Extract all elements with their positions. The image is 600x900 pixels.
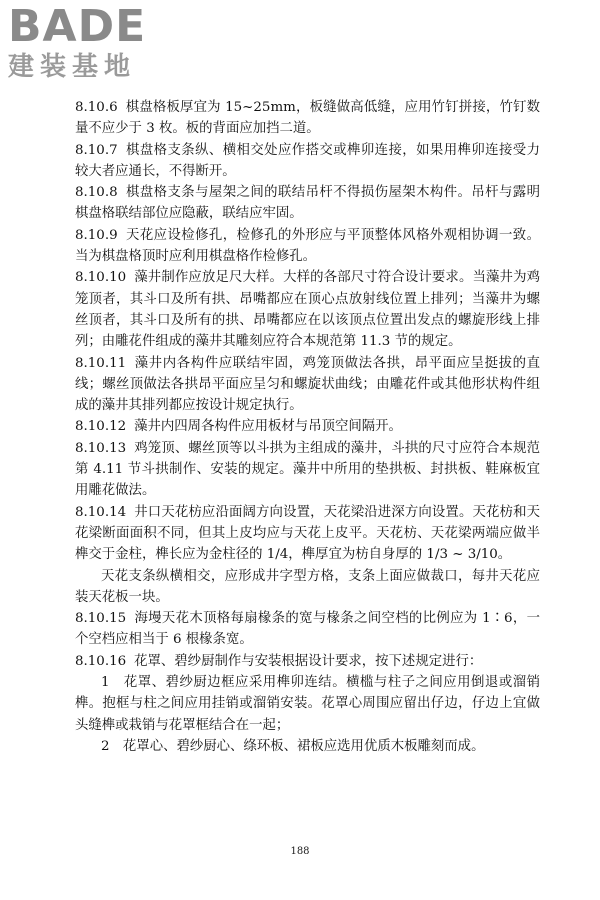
clause-text: 天花应设检修孔，检修孔的外形应与平顶整体风格外观相协调一致。当为棋盘格顶时应利用棋盘格作检修孔。 (75, 227, 540, 265)
clause-number: 8.10.11 (75, 355, 127, 371)
clause-paragraph (75, 182, 540, 225)
clause-text: 海墁天花木顶格每扇椽条的宽与椽条之间空档的比例应为 1∶6，一个空档应相当于 6 根椽条宽。 (75, 611, 540, 648)
clause-paragraph (75, 736, 540, 757)
clause-text: 花罩、碧纱厨制作与安装根据设计要求，按下述规定进行： (134, 653, 483, 669)
clause-number: 8.10.15 (75, 611, 127, 627)
clause-paragraph (75, 438, 540, 502)
page-number: 188 (290, 846, 310, 857)
clause-number: 8.10.9 (75, 227, 118, 243)
clause-number: 8.10.10 (75, 270, 127, 286)
clause-text: 棋盘格支条与屋架之间的联结吊杆不得损伤屋架木构件。吊杆与露明棋盘格联结部位应隐蔽，联结应牢固。 (75, 185, 540, 222)
clause-number: 8.10.16 (75, 653, 127, 669)
clause-text: 藻井内四周各构件应用板材与吊顶空间隔开。 (134, 419, 402, 435)
clause-paragraph (75, 97, 540, 140)
logo (8, 1, 178, 82)
clause-number: 8.10.14 (75, 504, 127, 520)
clause-text: 1 花罩、碧纱厨边框应采用榫卯连结。横槛与柱子之间应用倒退或溜销榫。抱框与柱之间应用挂销或溜销安装。花罩心周围应留出仔边，仔边上宜做头缝榫或栽销与花罩框结合在一起； (75, 675, 540, 733)
clause-number: 8.10.12 (75, 419, 127, 435)
clause-text: 井口天花枋应沿面阔方向设置，天花梁沿进深方向设置。天花枋和天花梁断面面积不同，但其上皮均应与天花上皮平。天花枋、天花梁两端应做半榫交于金柱，榫长应为金柱径的 1/4，榫厚宜为枋自身厚的 1/3 ~ 3/10。 (75, 504, 540, 563)
clause-text: 鸡笼顶、螺丝顶等以斗拱为主组成的藻井，斗拱的尺寸应符合本规范第 4.11 节斗拱制作、安装的规定。藻井中所用的垫拱板、封拱板、鞋麻板宜用雕花做法。 (75, 440, 540, 499)
clause-paragraph (75, 651, 540, 672)
clause-number: 8.10.7 (75, 142, 118, 158)
clause-text: 天花支条纵横相交，应形成井字型方格，支条上面应做裁口，每井天花应装天花板一块。 (75, 568, 540, 605)
clause-paragraph (75, 353, 540, 417)
document-body (75, 97, 540, 757)
clause-text: 藻井制作应放足尺大样。大样的各部尺寸符合设计要求。当藻井为鸡笼顶者，其斗口及所有拱、昂嘴都应在顶心点放射线位置上排列；当藻井为螺丝顶者，其斗口及所有的拱、昂嘴都应在以该顶点位置出发点的螺旋形线上排列；由雕花件组成的藻井其雕刻应符合本规范第 11.3 节的规定。 (75, 270, 540, 350)
clause-text: 2 花罩心、碧纱厨心、绦环板、裙板应选用优质木板雕刻而成。 (101, 738, 485, 754)
clause-number: 8.10.13 (75, 440, 127, 456)
clause-paragraph (75, 608, 540, 651)
clause-paragraph (75, 566, 540, 609)
clause-paragraph (75, 672, 540, 736)
clause-text: 藻井内各构件应联结牢固，鸡笼顶做法各拱，昂平面应呈挺拔的直线；螺丝顶做法各拱昂平面应呈匀和螺旋状曲线；由雕花件或其他形状构件组成的藻井其排列都应按设计规定执行。 (75, 355, 540, 414)
clause-number: 8.10.6 (75, 100, 118, 115)
logo-subtitle: 建装基地 (8, 52, 137, 82)
clause-paragraph (75, 416, 540, 437)
clause-paragraph (75, 267, 540, 352)
clause-number: 8.10.8 (75, 185, 118, 201)
clause-text: 棋盘格支条纵、横相交处应作搭交或榫卯连接，如果用榫卯连接受力较大者应通长，不得断开。 (75, 142, 540, 179)
clause-paragraph (75, 502, 540, 566)
clause-paragraph (75, 225, 540, 268)
clause-text: 棋盘格板厚宜为 15~25mm，板缝做高低缝，应用竹钉拼接，竹钉数量不应少于 3 枚。板的背面应加挡二道。 (75, 100, 540, 137)
clause-paragraph (75, 140, 540, 183)
logo-wordmark: BADE (8, 1, 147, 52)
